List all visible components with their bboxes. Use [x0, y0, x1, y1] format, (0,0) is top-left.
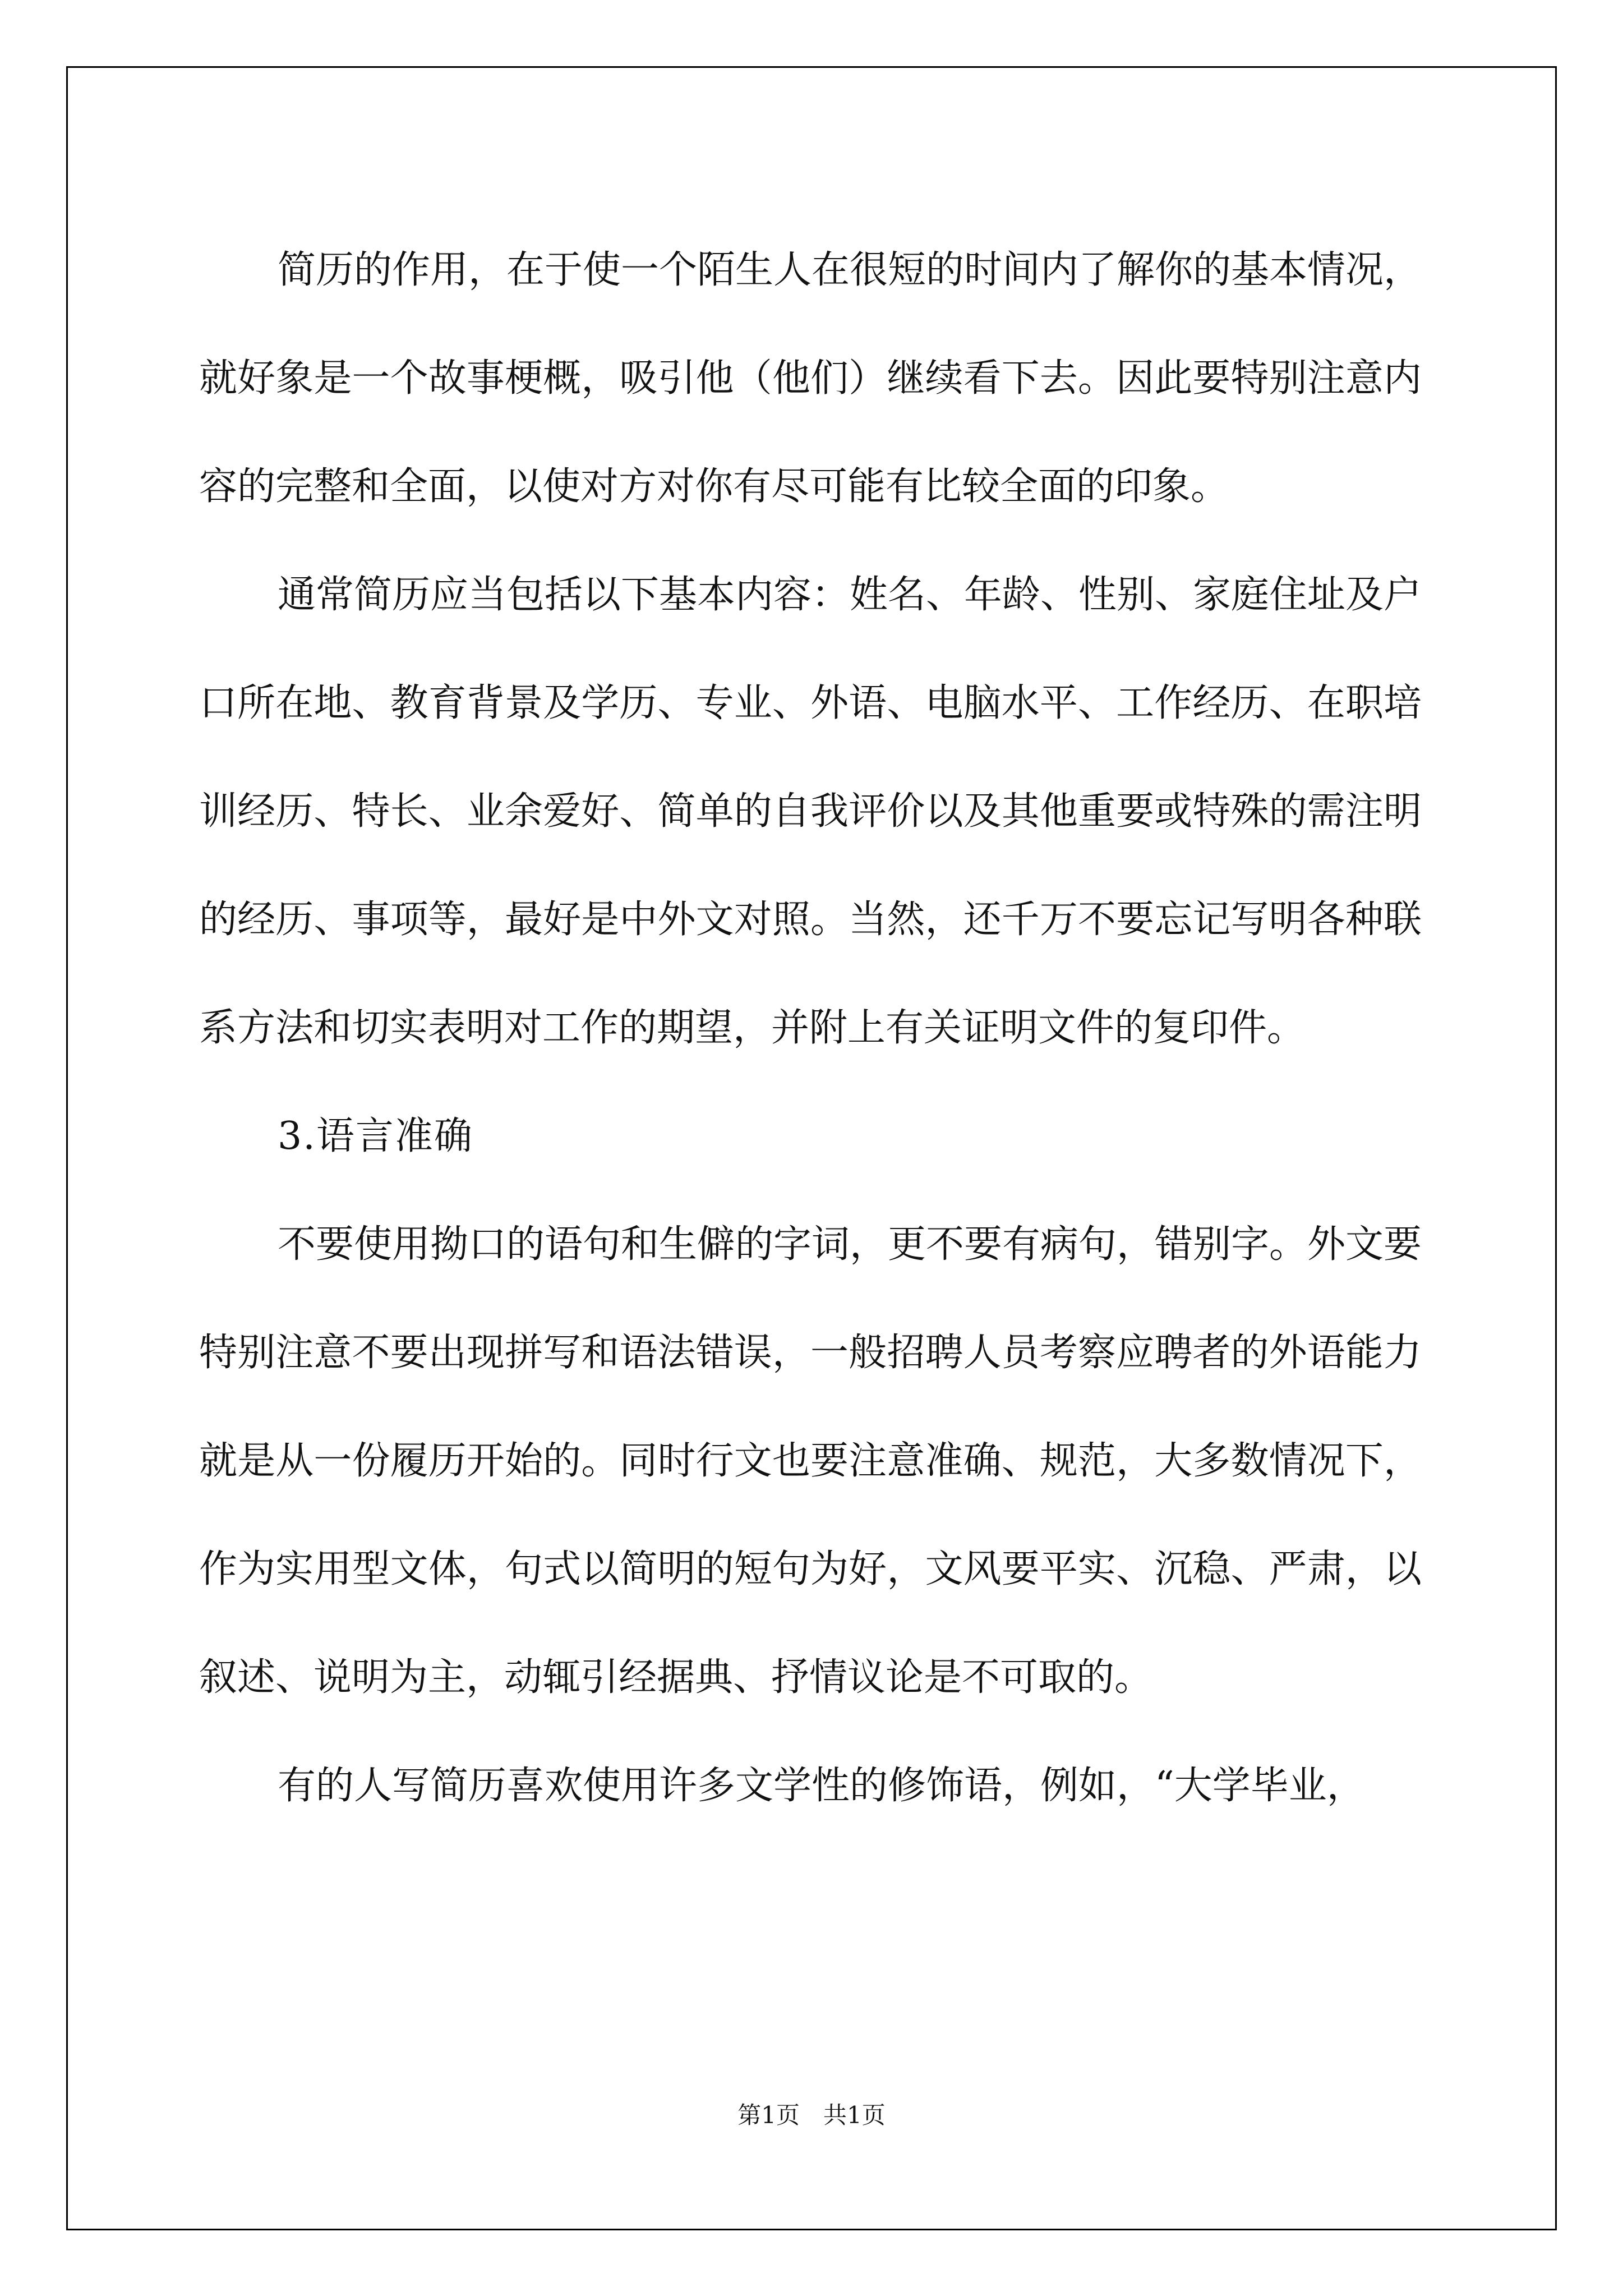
page-footer: 第1页 共1页	[737, 2101, 886, 2129]
section-heading-language-accuracy: 3.语言准确	[278, 1114, 473, 1158]
paragraph-language-accuracy: 不要使用拗口的语句和生僻的字词，更不要有病句，错别字。外文要特别注意不要出现拼写和语法错误，一般招聘人员考察应聘者的外语能力就是从一份履历开始的。同时行文也要注意准确、规范，大多数情况下，作为实用型文体，句式以简明的短句为好，文风要平实、沉稳、严肃，以叙述、说明为主，动辄引经据典、抒情议论是不可取的。	[199, 1222, 1422, 1700]
document-body	[199, 216, 1422, 1840]
paragraph-literary-modifiers: 有的人写简历喜欢使用许多文学性的修饰语，例如，“大学毕业，	[278, 1764, 1365, 1808]
paragraph-resume-purpose: 简历的作用，在于使一个陌生人在很短的时间内了解你的基本情况，就好象是一个故事梗概，吸引他（他们）继续看下去。因此要特别注意内容的完整和全面，以使对方对你有尽可能有比较全面的印象。	[199, 248, 1422, 509]
paragraph-resume-contents: 通常简历应当包括以下基本内容：姓名、年龄、性别、家庭住址及户口所在地、教育背景及学历、专业、外语、电脑水平、工作经历、在职培训经历、特长、业余爱好、简单的自我评价以及其他重要或特殊的需注明的经历、事项等，最好是中外文对照。当然，还千万不要忘记写明各种联系方法和切实表明对工作的期望，并附上有关证明文件的复印件。	[199, 573, 1422, 1050]
